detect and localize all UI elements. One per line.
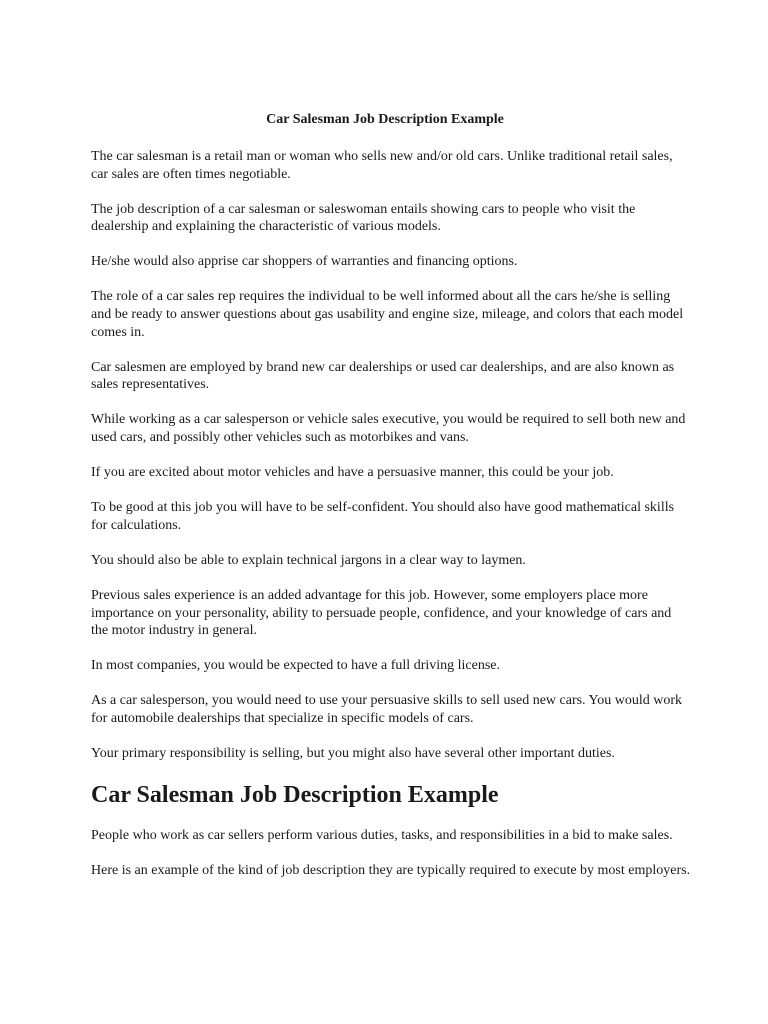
paragraph: Previous sales experience is an added advantage for this job. However, some employers place more importance on your personality, ability to persuade people, confidence, and your knowledge of cars and the motor industry in general. — [91, 588, 672, 639]
document-title: Car Salesman Job Description Example — [266, 112, 504, 127]
section-heading: Car Salesman Job Description Example — [91, 782, 499, 809]
paragraph: In most companies, you would be expected to have a full driving license. — [91, 658, 501, 674]
paragraph: The car salesman is a retail man or woman who sells new and/or old cars. Unlike traditional retail sales, car sales are often times negotiable. — [91, 149, 673, 182]
paragraph: Here is an example of the kind of job description they are typically required to execute by most employers. — [91, 863, 691, 879]
paragraph: While working as a car salesperson or vehicle sales executive, you would be required to sell both new and used cars, and possibly other vehicles such as motorbikes and vans. — [91, 412, 686, 446]
paragraph: You should also be able to explain technical jargons in a clear way to laymen. — [91, 552, 526, 568]
paragraph: Your primary responsibility is selling, but you might also have several other important duties. — [91, 746, 615, 762]
paragraph: The role of a car sales rep requires the individual to be well informed about all the cars he/she is selling and be ready to answer questions about gas usability and engine size, mileage, and colors that each model comes in. — [91, 289, 684, 340]
paragraph: As a car salesperson, you would need to use your persuasive skills to sell used new cars. You would work for automobile dealerships that specialize in specific models of cars. — [91, 693, 683, 726]
paragraph: If you are excited about motor vehicles and have a persuasive manner, this could be your job. — [91, 465, 614, 481]
paragraph: Car salesmen are employed by brand new car dealerships or used car dealerships, and are also known as sales representatives. — [91, 359, 675, 393]
paragraph: The job description of a car salesman or saleswoman entails showing cars to people who visit the dealership and explaining the characteristic of various models. — [91, 201, 636, 235]
document-body — [91, 148, 691, 897]
paragraph: He/she would also apprise car shoppers of warranties and financing options. — [91, 254, 518, 270]
paragraph: To be good at this job you will have to be self-confident. You should also have good mathematical skills for calculations. — [91, 500, 675, 533]
paragraph: People who work as car sellers perform various duties, tasks, and responsibilities in a bid to make sales. — [91, 828, 673, 844]
